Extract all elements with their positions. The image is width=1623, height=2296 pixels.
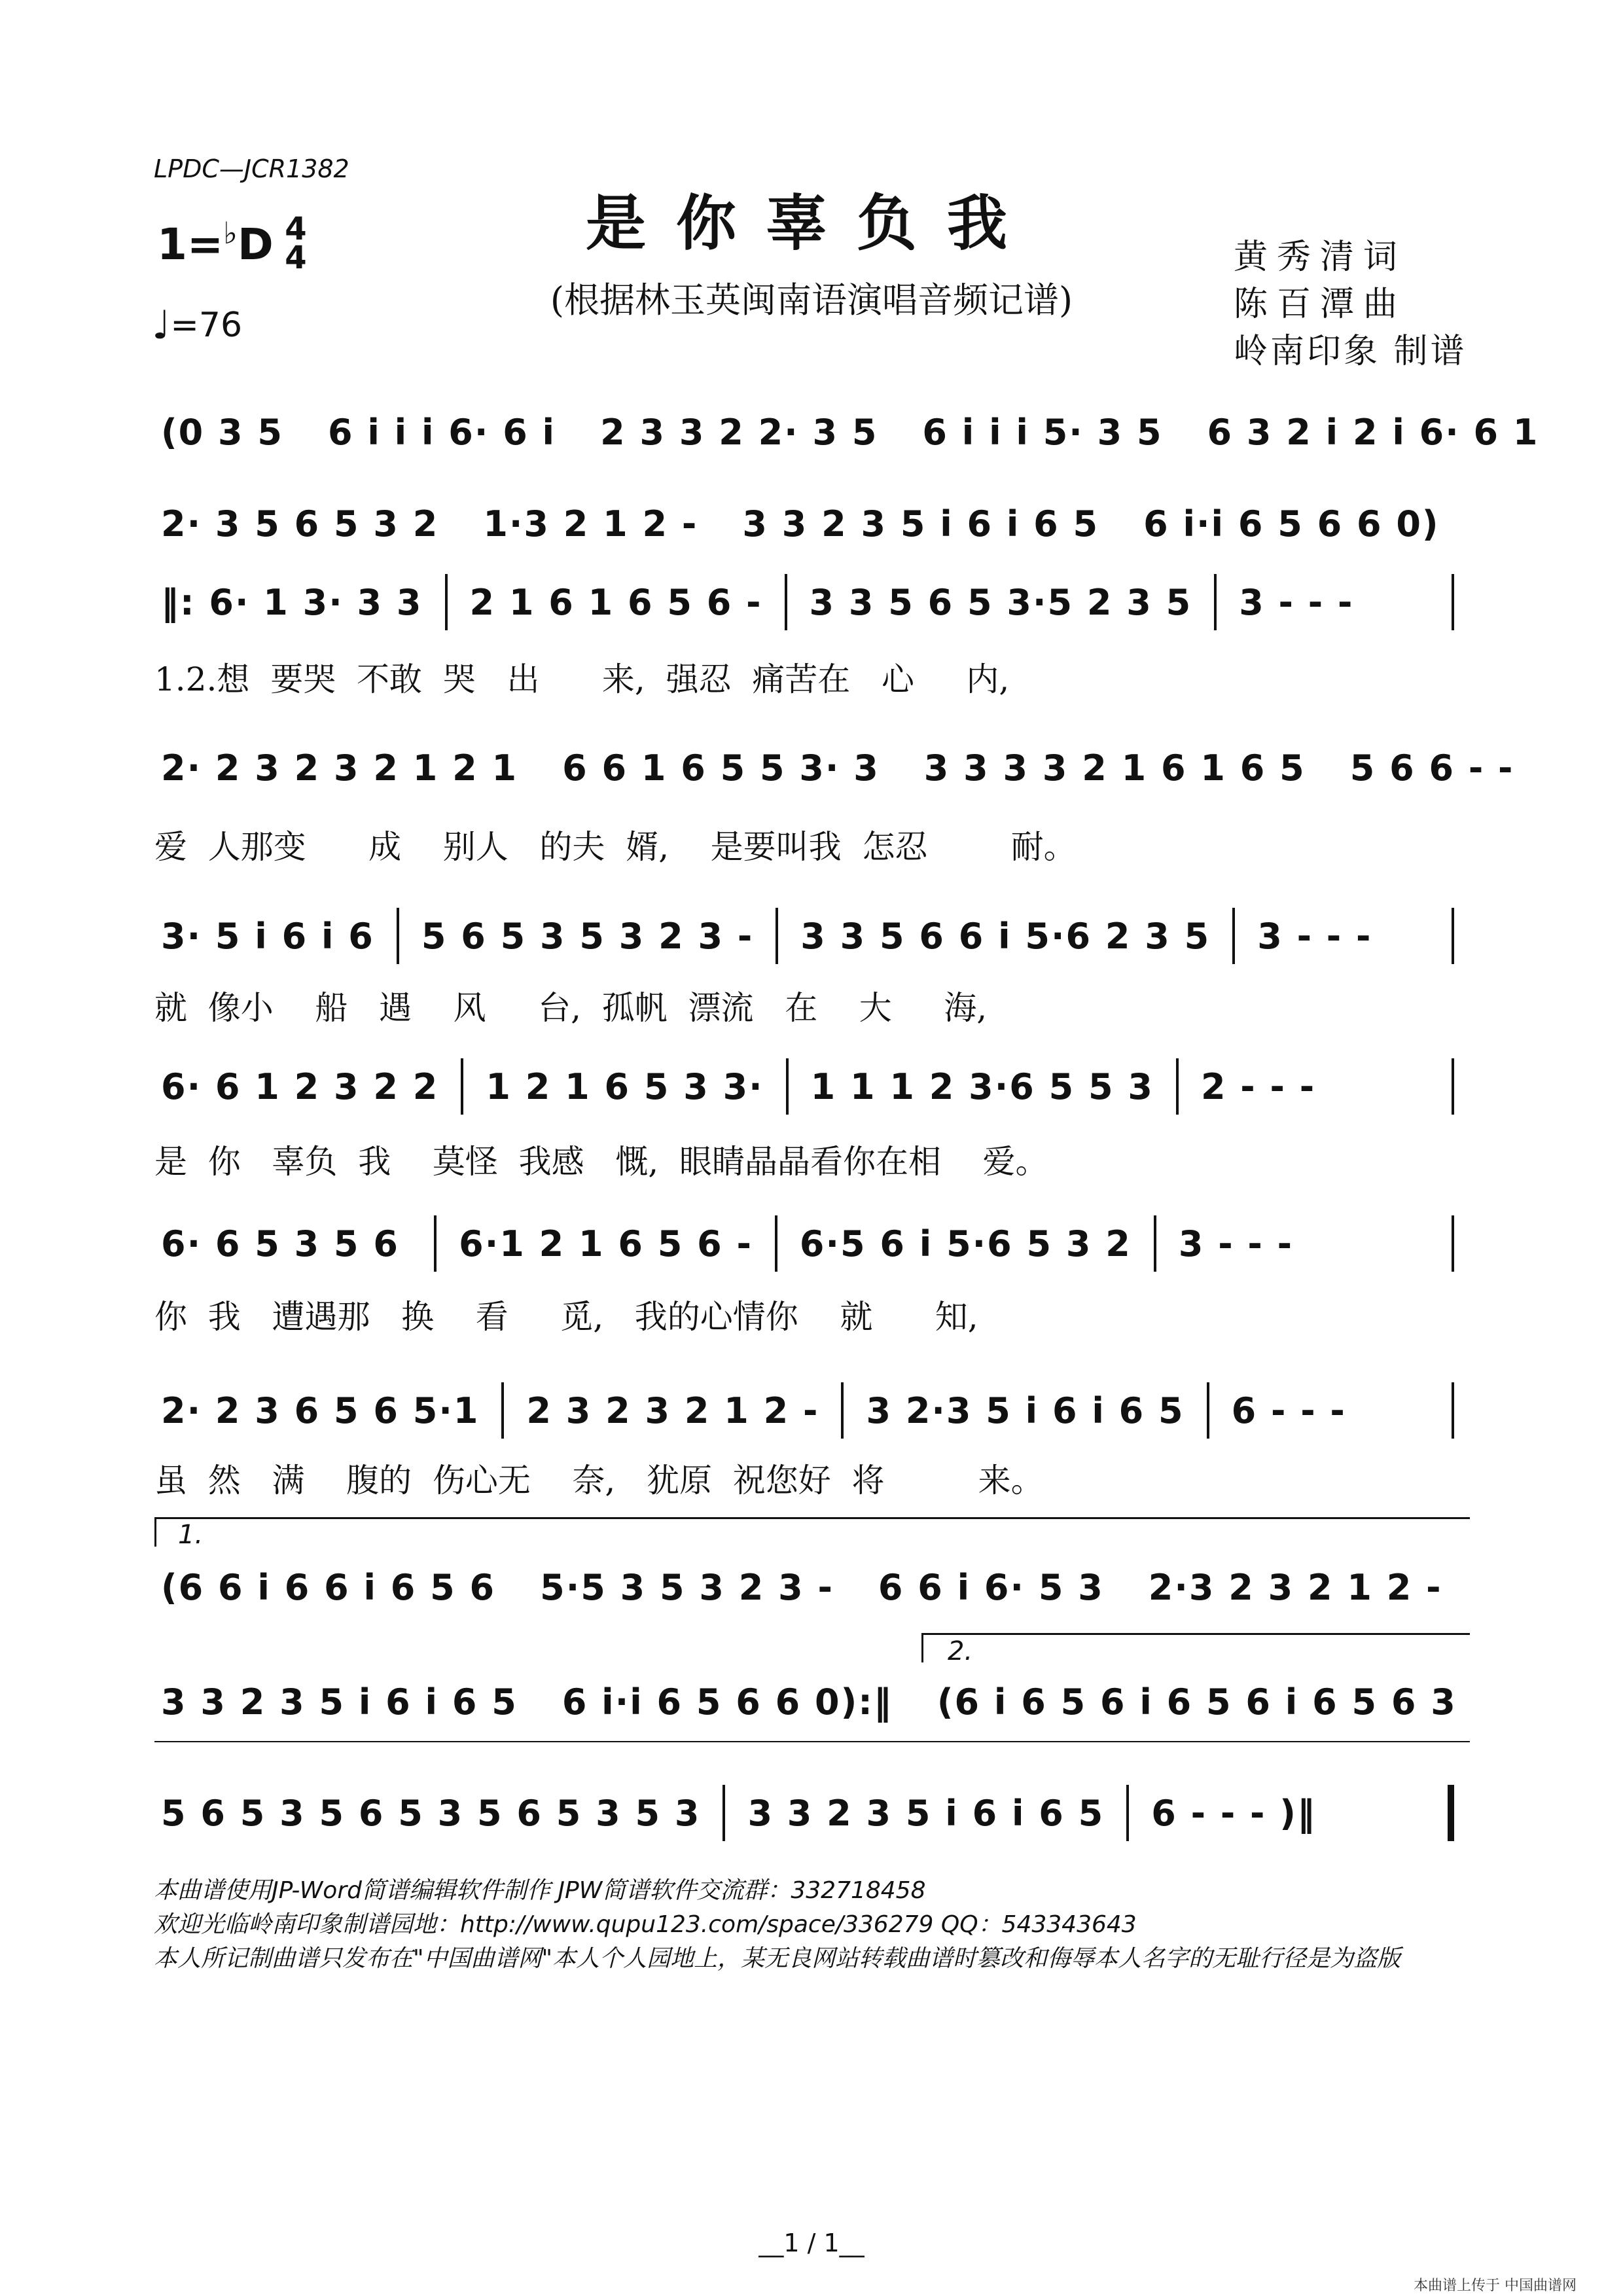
measure: 2 - - - bbox=[1200, 1066, 1316, 1107]
measure: 3 3 5 6 5 3·5 2 3 5 bbox=[809, 581, 1192, 623]
lyrics-line-5: 你 我 遭遇那 换 看 觅, 我的心情你 就 知, bbox=[154, 1298, 978, 1336]
score-system-1 bbox=[154, 403, 1539, 461]
footer-line-2: 欢迎光临岭南印象制谱园地：http://www.qupu123.com/space/336279 QQ：543343643 bbox=[154, 1911, 1137, 1938]
measure: 3 - - - bbox=[1178, 1223, 1294, 1265]
measure: 2·3 2 3 2 1 2 - bbox=[1148, 1566, 1442, 1608]
measure: 6 3 2 i 2 i 6· 6 1 bbox=[1207, 411, 1539, 453]
second-ending-label: 2. bbox=[948, 1636, 973, 1666]
measure: 5·5 3 5 3 2 3 - bbox=[540, 1566, 834, 1608]
score-system-7 bbox=[154, 1214, 1470, 1273]
first-ending-bracket-hook bbox=[154, 1517, 156, 1547]
measure: 3 - - - bbox=[1239, 581, 1354, 623]
barline bbox=[1452, 908, 1454, 964]
score-code: LPDC—JCR1382 bbox=[154, 154, 349, 183]
measure: 6 i·i 6 5 6 6 0):‖ bbox=[562, 1681, 893, 1723]
page-number: __1 / 1__ bbox=[758, 2229, 865, 2257]
score-system-2 bbox=[154, 494, 1470, 553]
first-ending-bracket bbox=[154, 1517, 1470, 1519]
measure: 1·3 2 1 2 - bbox=[483, 503, 698, 545]
barline bbox=[434, 1215, 437, 1272]
score-system-6 bbox=[154, 1057, 1470, 1116]
measure: 1 1 1 2 3·6 5 5 3 bbox=[810, 1066, 1154, 1107]
barline bbox=[461, 1058, 463, 1115]
barline bbox=[722, 1785, 725, 1841]
barline bbox=[1176, 1058, 1179, 1115]
measure: 3 3 2 3 5 i 6 i 6 5 bbox=[742, 503, 1099, 545]
measure: 2 3 3 2 2· 3 5 bbox=[600, 411, 878, 453]
time-signature bbox=[283, 211, 309, 276]
measure: (0 3 5 bbox=[161, 411, 283, 453]
measure: 5 6 5 3 5 3 2 3 - bbox=[421, 915, 754, 957]
quarter-note-icon: ♩ bbox=[152, 302, 171, 348]
song-subtitle: (根据林玉英闽南语演唱音频记谱) bbox=[550, 279, 1073, 321]
measure: 6·1 2 1 6 5 6 - bbox=[459, 1223, 753, 1265]
barline bbox=[785, 574, 787, 630]
measure: 6· 6 5 3 5 6 bbox=[161, 1223, 399, 1265]
measure: 2· 2 3 6 5 6 5·1 bbox=[161, 1390, 480, 1431]
tempo-value: =76 bbox=[170, 306, 243, 345]
key-note: D bbox=[237, 219, 274, 270]
measure: 6· 6 1 2 3 2 2 bbox=[161, 1066, 439, 1107]
site-watermark: 本曲谱上传于 中国曲谱网 bbox=[1414, 2278, 1577, 2294]
lyrics-line-6: 虽 然 满 腹的 伤心无 奈, 犹原 祝您好 将 来。 bbox=[154, 1462, 1044, 1499]
measure: 3 3 3 3 2 1 6 1 6 5 bbox=[923, 747, 1306, 789]
measure: 2 1 6 1 6 5 6 - bbox=[469, 581, 762, 623]
score-system-3 bbox=[154, 573, 1470, 632]
barline bbox=[775, 1215, 777, 1272]
measure: 3 3 5 6 6 i 5·6 2 3 5 bbox=[800, 915, 1211, 957]
barline bbox=[776, 908, 778, 964]
score-system-11 bbox=[154, 1784, 1470, 1842]
tempo-marking bbox=[152, 302, 242, 348]
measure: 2 3 2 3 2 1 2 - bbox=[526, 1390, 819, 1431]
score-system-5 bbox=[154, 906, 1470, 965]
measure: 3 - - - bbox=[1257, 915, 1372, 957]
score-system-10 bbox=[154, 1672, 1470, 1731]
barline bbox=[1452, 1058, 1454, 1115]
score-system-9 bbox=[154, 1558, 1470, 1617]
measure: 6 6 1 6 5 5 3· 3 bbox=[562, 747, 880, 789]
barline bbox=[1207, 1382, 1209, 1439]
measure: 2· 3 5 6 5 3 2 bbox=[161, 503, 439, 545]
key-signature bbox=[157, 215, 274, 270]
score-system-4 bbox=[154, 738, 1514, 797]
lyricist-credit: 黄秀清词 bbox=[1234, 238, 1407, 277]
measure: 6·5 6 i 5·6 5 3 2 bbox=[799, 1223, 1132, 1265]
measure: 1 2 1 6 5 3 3· bbox=[486, 1066, 764, 1107]
time-signature-bottom: 4 bbox=[285, 240, 307, 276]
barline bbox=[786, 1058, 789, 1115]
flat-sign: ♭ bbox=[223, 215, 238, 251]
second-ending-bracket-hook bbox=[921, 1633, 923, 1662]
barline bbox=[841, 1382, 844, 1439]
measure: 5 6 5 3 5 6 5 3 5 6 5 3 5 3 bbox=[161, 1792, 701, 1834]
song-title: 是你辜负我 bbox=[585, 188, 1037, 259]
composer-credit: 陈百潭曲 bbox=[1234, 285, 1407, 324]
measure: (6 i 6 5 6 i 6 5 6 i 6 5 6 3 bbox=[936, 1681, 1457, 1723]
measure: 6 - - - )‖ bbox=[1151, 1792, 1316, 1834]
lyrics-line-1: 1.2.想 要哭 不敢 哭 出 来, 强忍 痛苦在 心 内, bbox=[154, 660, 1010, 698]
second-ending-bracket bbox=[921, 1633, 1470, 1635]
score-system-8 bbox=[154, 1381, 1470, 1440]
measure: 3 3 2 3 5 i 6 i 6 5 bbox=[747, 1792, 1105, 1834]
lyrics-line-3: 就 像小 船 遇 风 台, 孤帆 漂流 在 大 海, bbox=[154, 989, 988, 1027]
footer-line-3: 本人所记制曲谱只发布在"中国曲谱网"本人个人园地上，某无良网站转载曲谱时篡改和侮辱本人名字的无耻行径是为盗版 bbox=[154, 1945, 1401, 1972]
lyrics-line-2: 爱 人那变 成 别人 的夫 婿, 是要叫我 怎忍 耐。 bbox=[154, 828, 1077, 866]
measure: (6 6 i 6 6 i 6 5 6 bbox=[161, 1566, 496, 1608]
final-barline bbox=[1448, 1785, 1454, 1841]
measure: 2· 2 3 2 3 2 1 2 1 bbox=[161, 747, 518, 789]
measure: 6 i i i 5· 3 5 bbox=[922, 411, 1163, 453]
barline bbox=[1126, 1785, 1129, 1841]
barline bbox=[501, 1382, 504, 1439]
barline bbox=[1232, 908, 1235, 964]
first-ending-label: 1. bbox=[178, 1520, 204, 1550]
measure: 3 3 2 3 5 i 6 i 6 5 bbox=[161, 1681, 518, 1723]
lyrics-line-4: 是 你 辜负 我 莫怪 我感 慨, 眼睛晶晶看你在相 爱。 bbox=[154, 1143, 1048, 1181]
measure: 3 2·3 5 i 6 i 6 5 bbox=[866, 1390, 1185, 1431]
coda-line bbox=[154, 1741, 1470, 1742]
barline bbox=[1452, 574, 1454, 630]
measure: 6 i i i 6· 6 i bbox=[328, 411, 556, 453]
measure: 6 - - - bbox=[1231, 1390, 1346, 1431]
measure: 6 i·i 6 5 6 6 0) bbox=[1143, 503, 1440, 545]
measure: 3· 5 i 6 i 6 bbox=[161, 915, 374, 957]
transcriber-credit: 岭南印象 制谱 bbox=[1234, 332, 1467, 371]
measure: 5 6 6 - - bbox=[1349, 747, 1514, 789]
time-signature-top: 4 bbox=[285, 211, 307, 247]
barline bbox=[1214, 574, 1217, 630]
barline bbox=[1452, 1215, 1454, 1272]
barline bbox=[1452, 1382, 1454, 1439]
barline bbox=[397, 908, 399, 964]
measure: ‖: 6· 1 3· 3 3 bbox=[161, 581, 423, 623]
barline bbox=[445, 574, 448, 630]
barline bbox=[1154, 1215, 1156, 1272]
key-prefix: 1= bbox=[157, 219, 224, 270]
footer-line-1: 本曲谱使用JP-Word简谱编辑软件制作 JPW简谱软件交流群：332718458 bbox=[154, 1877, 926, 1904]
measure: 6 6 i 6· 5 3 bbox=[878, 1566, 1104, 1608]
